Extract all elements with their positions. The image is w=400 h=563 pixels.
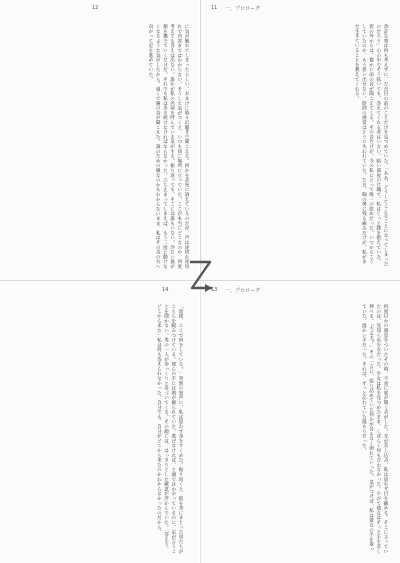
chapter-header: 一、プロローグ bbox=[225, 6, 261, 12]
page-number: 13 bbox=[211, 287, 218, 293]
page-bottom-right bbox=[201, 282, 400, 563]
page-number: 12 bbox=[92, 5, 99, 11]
page-number: 11 bbox=[211, 5, 218, 11]
page-number: 14 bbox=[162, 287, 169, 293]
body-text: 「貴様、ここで何をしている！」突然の怒声に、私は思わず身をすくめた。振り向くと、鎧を身にまとった男たちがこちらを睨みつけている。彼らの手には剣が握られていた。逃げなければ、と頭ではわかっているのに、足が言うことを聞かない。男の一人がゆっくりと近づいてくる。その顔には、はっきりとした敵意が浮かんでいた。「答えろ。どこから来た」私は何も答えられなかった。自分でも、自分がどこから来たのかわからなかったのだから。 bbox=[156, 304, 183, 554]
chapter-header: 一、プロローグ bbox=[225, 288, 261, 294]
page-top-left bbox=[0, 0, 199, 279]
body-text: に気が触れてしまったらしい。おまけに時々幻聴まで聞こえる。何かを必死に訴えているのだが、声は途切れ途切れで内容まではわからない。そうして気がつくと、いつも同じ場所に立っていた。ここが本当にどこなのか、何度考えても答えは出ない。誰かが私の名前を呼んでいる気がする。振り返っても、そこには誰もいない。冷たい風が頬を撫でていくだけだ。それでも私は歩き続けなければならなかった。立ち止まってしまえば、もう二度と動けなくなるような気がしたから。遠くで鐘の音が聞こえた。誰のための鐘なのかもわからないまま、私はその音の方へ向かって足を進めていた。 bbox=[147, 24, 189, 269]
body-text: 何度目かの溜息をついたその時、不意に扉が開く音がした。光が差し込み、私は思わず目を細める。そこに立っていたのは、見知らぬ少女だった。少女は私を見つめたまま、しばらく何も言わなかった。やがて彼女はそっと手を差し伸べる。「大丈夫？」その一言に、張り詰めていた何かが音もなく崩れていった。気がつけば、私は彼女の手を取っていた。温かい手だった。それは、ずっと忘れていた温もりだった。 bbox=[361, 304, 388, 554]
page-divider-vertical bbox=[200, 0, 201, 279]
page-top-right bbox=[201, 0, 400, 279]
reading-order-arrow-icon bbox=[184, 258, 218, 306]
body-text: 余計な事は何も考えずに、ただ目の前のことだけを見つめていた。「ああ、どうしてこんなことになってしまったのだろう」心の中でそう呟いても、答えてくれる者はいない。暗い部屋の片隅で、私はじっと膝を抱えていた。窓の外からは、微かに雨の音が聞こえてくる。その音だけが、今の私にとって唯一の慰めだった。いつからこうしていたのか、もう思い出せない。時間の感覚はとうに失われていた。ただ、胸の奥に残る痛みだけが、私がまだ生きていることを教えてくれる。 bbox=[354, 24, 388, 267]
page-bottom-left bbox=[0, 282, 199, 563]
